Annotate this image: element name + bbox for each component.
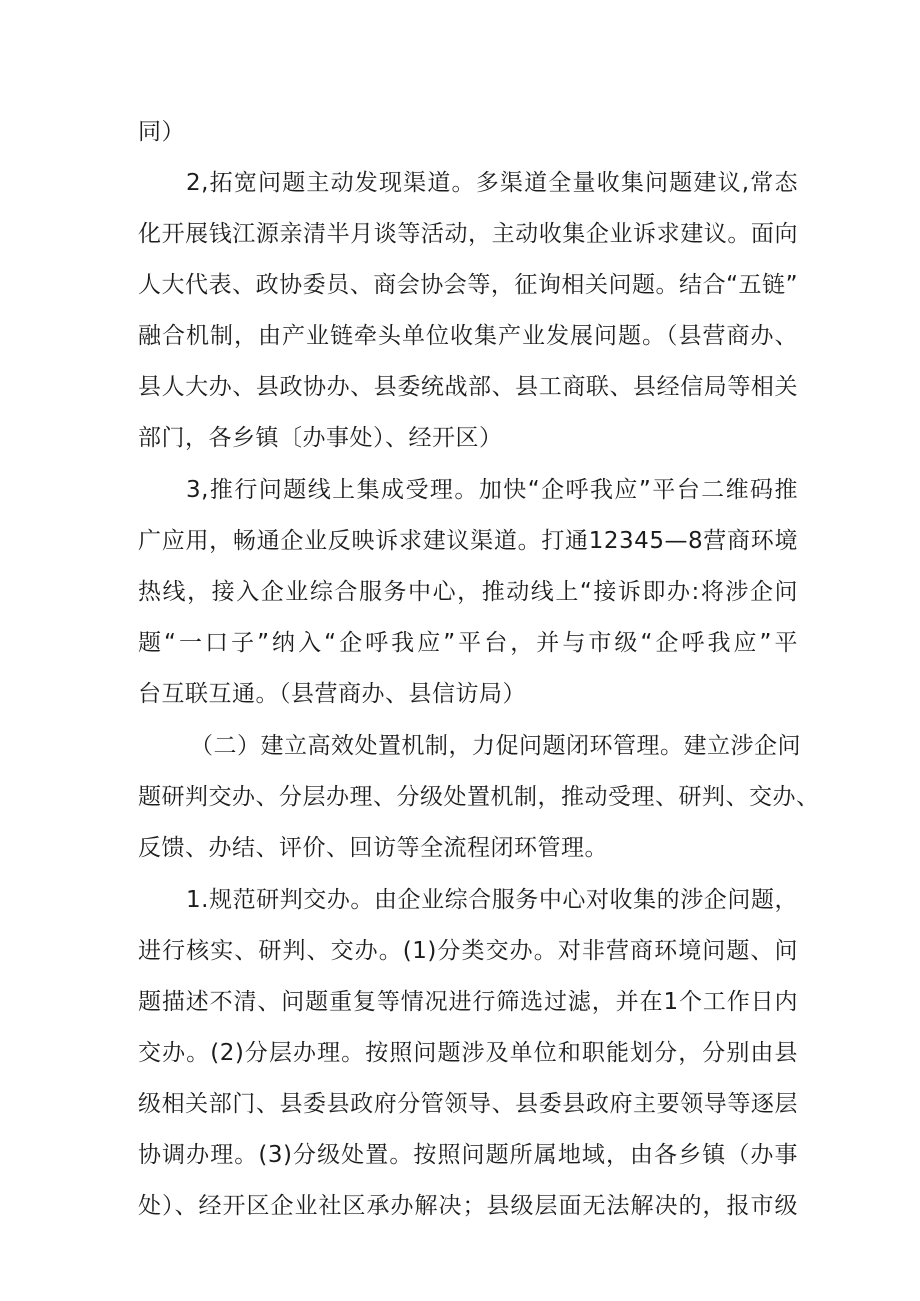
text-line: 2,拓宽问题主动发现渠道。多渠道全量收集问题建议,常态 (186, 170, 798, 196)
text-line: 台互联互通。（县营商办、县信访局） (138, 681, 526, 707)
text-line: 3,推行问题线上集成受理。加快“企呼我应”平台二维码推 (186, 477, 798, 503)
text-line: 处）、经开区企业社区承办解决；县级层面无法解决的，报市级 (138, 1193, 798, 1219)
text-line: （二）建立高效处置机制，力促问题闭环管理。建立涉企问 (190, 733, 801, 759)
text-line: 广应用，畅通企业反映诉求建议渠道。打通12345—8营商环境 (138, 528, 798, 554)
text-line: 题描述不清、问题重复等情况进行筛选过滤，并在1个工作日内 (138, 989, 798, 1015)
text-line: 同） (138, 119, 185, 145)
text-line: 融合机制，由产业链牵头单位收集产业发展问题。（县营商办、 (138, 323, 798, 349)
text-line: 县人大办、县政协办、县委统战部、县工商联、县经信局等相关 (138, 374, 798, 400)
text-line: 题“一口子”纳入“企呼我应”平台，并与市级“企呼我应”平 (138, 630, 798, 656)
text-line: 题研判交办、分层办理、分级处置机制，推动受理、研判、交办、 (138, 784, 820, 810)
text-line: 协调办理。(3)分级处置。按照问题所属地域，由各乡镇（办事 (138, 1142, 798, 1168)
text-line: 1.规范研判交办。由企业综合服务中心对收集的涉企问题， (186, 887, 798, 913)
text-line: 人大代表、政协委员、商会协会等，征询相关问题。结合“五链” (138, 272, 798, 298)
text-line: 反馈、办结、评价、回访等全流程闭环管理。 (138, 835, 608, 861)
text-line: 化开展钱江源亲清半月谈等活动，主动收集企业诉求建议。面向 (138, 221, 798, 247)
text-line: 级相关部门、县委县政府分管领导、县委县政府主要领导等逐层 (138, 1091, 798, 1117)
text-line: 进行核实、研判、交办。(1)分类交办。对非营商环境问题、问 (138, 938, 798, 964)
text-line: 交办。(2)分层办理。按照问题涉及单位和职能划分，分别由县 (138, 1040, 798, 1066)
text-line: 热线，接入企业综合服务中心，推动线上“接诉即办:将涉企问 (138, 579, 798, 605)
text-line: 部门，各乡镇〔办事处）、经开区） (138, 425, 503, 451)
